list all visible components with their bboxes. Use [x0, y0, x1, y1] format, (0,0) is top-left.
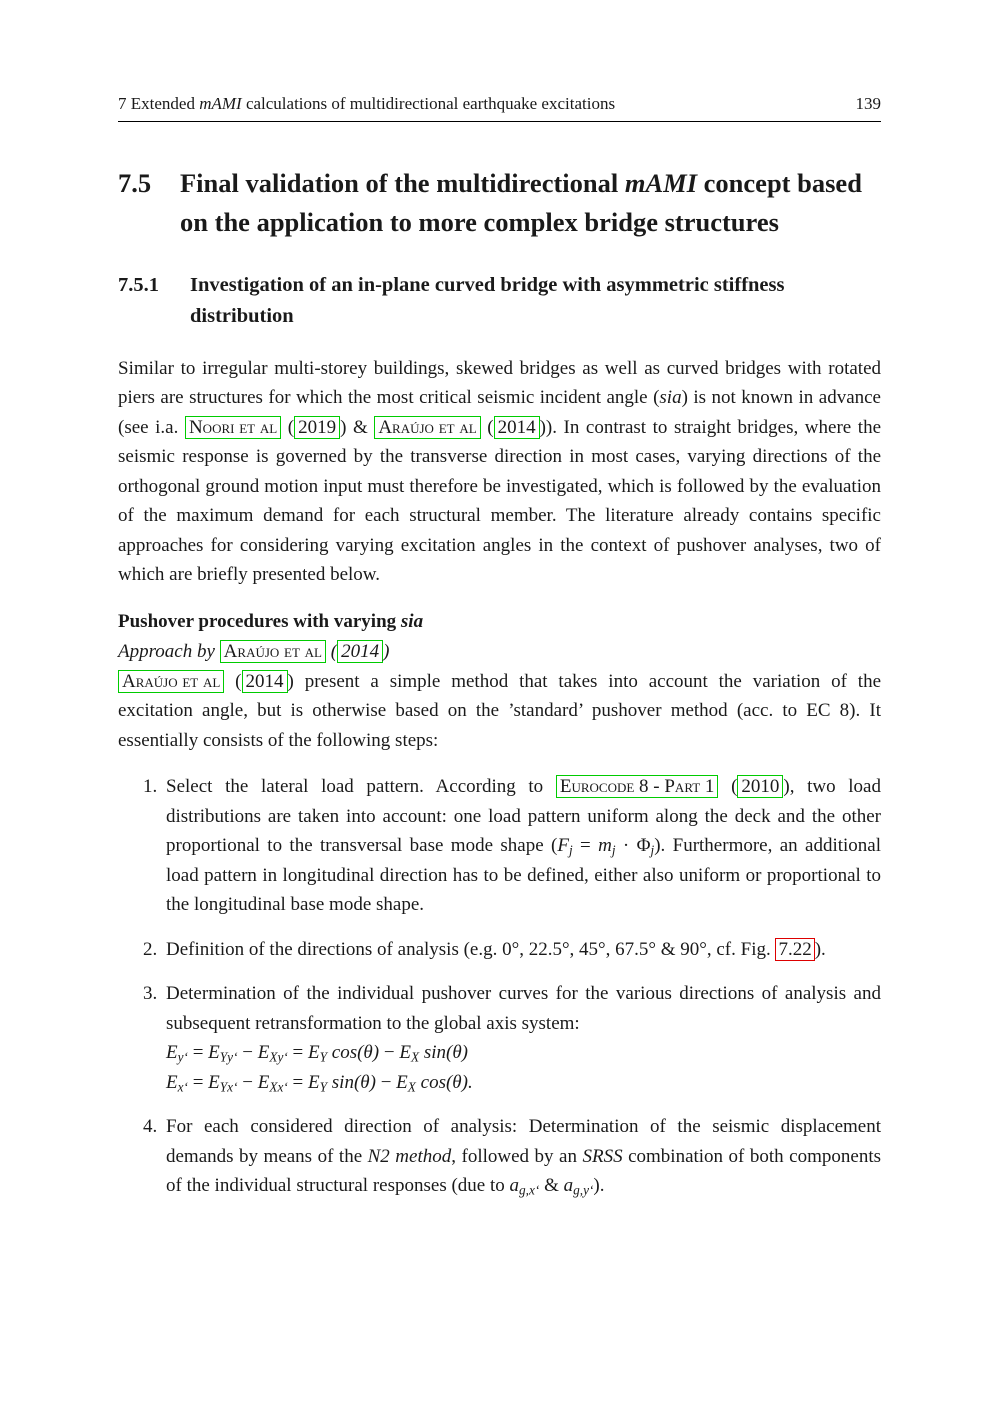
- math-op: =: [572, 835, 599, 857]
- item-number: 4.: [143, 1116, 158, 1138]
- section-title-post: concept based: [697, 168, 862, 199]
- math-op: =: [187, 1071, 209, 1093]
- math-var: a: [509, 1175, 520, 1197]
- citation-eurocode-8-part-1[interactable]: Eurocode 8 - Part 1: [556, 775, 719, 798]
- math-var: E: [166, 1071, 178, 1093]
- text-segment: ) present a simple method that takes into account the variation of the excitation angle, but is otherwise based on the ’standard’ pushover method (acc. to EC 8). It essentially consists of the following steps:: [118, 670, 881, 751]
- n2-method-term: N2 method: [367, 1145, 452, 1167]
- text-segment: Select the lateral load pattern. According to: [166, 776, 556, 798]
- text-segment: ) is not known in advance (see i.a.: [118, 387, 881, 438]
- acceleration-components-formula: [510, 1175, 594, 1196]
- citation-noori-et-al[interactable]: Noori et al: [185, 416, 281, 439]
- section-number: 7.5: [118, 168, 152, 199]
- citation-araujo-et-al[interactable]: Araújo et al: [374, 416, 480, 439]
- math-sub: Xy‘: [269, 1049, 288, 1065]
- load-pattern-formula: [557, 835, 654, 856]
- math-sub: X: [407, 1078, 416, 1094]
- text-segment: ): [383, 641, 390, 663]
- figure-reference-7-22[interactable]: 7.22: [775, 938, 814, 961]
- text-segment: ) &: [340, 416, 375, 438]
- section-title-line2: on the application to more complex bridge structures: [180, 206, 779, 237]
- math-var: F: [557, 835, 569, 857]
- math-func: sin(θ): [419, 1042, 468, 1064]
- list-item-1: [143, 772, 881, 920]
- math-var: a: [563, 1175, 574, 1197]
- citation-year-2014[interactable]: 2014: [494, 416, 540, 439]
- list-item-4: [143, 1112, 881, 1201]
- math-sub: j: [611, 842, 616, 858]
- math-op: −: [379, 1042, 400, 1064]
- math-sub: X: [410, 1049, 420, 1065]
- citation-year-2019[interactable]: 2019: [294, 416, 340, 439]
- math-func: cos(θ): [327, 1042, 380, 1064]
- math-op: −: [237, 1042, 258, 1064]
- chapter-header-suffix: calculations of multidirectional earthquake excitations: [241, 94, 616, 113]
- math-op: =: [287, 1071, 309, 1093]
- text-segment: ).: [814, 938, 826, 960]
- chapter-header-emph: mAMI: [199, 94, 242, 113]
- subsection-heading: [118, 270, 881, 332]
- sia-term: sia: [659, 387, 682, 409]
- method-paragraph: [118, 667, 881, 756]
- item-number: 2.: [143, 938, 158, 960]
- math-var: E: [308, 1042, 320, 1064]
- srss-term: SRSS: [582, 1145, 623, 1167]
- math-op: =: [187, 1042, 209, 1064]
- item-number: 1.: [143, 776, 158, 798]
- subsection-title-line1: Investigation of an in-plane curved bridge with asymmetric stiffness: [190, 274, 785, 297]
- pushover-procedures-heading: [118, 607, 881, 637]
- text-segment: ), two load distributions are taken into account: one load pattern uniform along the deck and the other proportional to the transversal base mode shape (: [166, 776, 881, 857]
- math-op: −: [375, 1071, 397, 1093]
- math-op: ·: [615, 835, 637, 857]
- text-segment: For each considered direction of analysis: Determination of the seismic displacement demands by means of the: [166, 1116, 881, 1167]
- section-title-emph: mAMI: [624, 168, 698, 199]
- math-var: E: [396, 1071, 408, 1093]
- subsection-number: 7.5.1: [118, 274, 159, 297]
- math-op: −: [237, 1071, 258, 1093]
- math-var: E: [208, 1042, 220, 1064]
- math-op: =: [287, 1042, 309, 1064]
- text-segment: (: [718, 776, 738, 798]
- section-heading: [118, 164, 881, 241]
- citation-year-2014[interactable]: 2014: [242, 670, 288, 693]
- running-header-title: [118, 93, 615, 114]
- text-segment: (: [281, 416, 295, 438]
- text-segment: ). Furthermore, an additional load pattern in longitudinal direction has to be defined, either also uniform or proportional to the longitudinal base mode shape.: [166, 835, 881, 916]
- math-sub: g,y‘: [573, 1182, 594, 1198]
- running-header: [118, 93, 881, 122]
- math-var: E: [257, 1071, 270, 1093]
- math-sub: j: [568, 842, 573, 858]
- text-segment: , followed by an: [451, 1145, 583, 1167]
- text-segment: combination of both components of the individual structural responses (due to: [166, 1145, 881, 1197]
- text-segment: (: [224, 670, 242, 692]
- math-func: cos(θ).: [415, 1071, 473, 1093]
- text-segment: ).: [593, 1175, 605, 1197]
- equation-ey: [166, 1038, 881, 1068]
- text-segment: Definition of the directions of analysis (e.g. 0°, 22.5°, 45°, 67.5° & 90°, cf. Fig.: [166, 938, 776, 960]
- math-sub: g,x‘: [519, 1182, 540, 1198]
- math-sub: y‘: [177, 1049, 188, 1065]
- equation-ex: [166, 1068, 881, 1098]
- heading-text: Pushover procedures with varying: [118, 610, 401, 632]
- text-segment: (: [480, 416, 494, 438]
- math-sub: j: [650, 842, 655, 858]
- math-var: E: [399, 1042, 411, 1064]
- math-var: E: [166, 1042, 178, 1064]
- subsection-title-text: [190, 270, 784, 332]
- steps-list: [118, 772, 881, 1201]
- page-number: 139: [855, 94, 881, 113]
- math-sub: x‘: [177, 1078, 188, 1094]
- intro-paragraph: [118, 354, 881, 590]
- math-var: E: [257, 1042, 270, 1064]
- math-sub: Xx‘: [269, 1078, 288, 1094]
- math-func: sin(θ): [327, 1071, 376, 1093]
- section-title-pre: Final validation of the multidirectional: [180, 168, 625, 199]
- section-title-text: [180, 164, 862, 241]
- math-var: m: [598, 835, 612, 857]
- approach-byline: [118, 637, 881, 667]
- item-number: 3.: [143, 983, 158, 1005]
- list-item-2: [143, 935, 881, 965]
- text-segment: )). In contrast to straight bridges, where the seismic response is governed by the transverse direction in most cases, varying directions of the orthogonal ground motion input must therefore be investigated, which is followed by the evaluation of the maximum demand for each structural member. The literature already contains specific approaches for considering varying excitation angles in the context of pushover analyses, two of which are briefly presented below.: [118, 416, 882, 586]
- math-op: &: [539, 1175, 564, 1197]
- math-sub: Y: [319, 1078, 328, 1094]
- citation-year-2014[interactable]: 2014: [337, 640, 383, 663]
- chapter-header-prefix: 7 Extended: [118, 94, 200, 113]
- math-var: Φ: [636, 835, 651, 857]
- math-var: E: [308, 1071, 320, 1093]
- citation-araujo-et-al[interactable]: Araújo et al: [220, 640, 326, 663]
- text-segment: Determination of the individual pushover curves for the various directions of analysis and subsequent retransformation to the global axis system:: [166, 983, 881, 1034]
- math-var: E: [208, 1071, 220, 1093]
- text-segment: Approach by: [118, 641, 220, 663]
- sia-term: sia: [400, 610, 424, 632]
- subsection-title-line2: distribution: [190, 304, 294, 327]
- math-sub: Yx‘: [219, 1078, 238, 1094]
- text-segment: (: [326, 641, 338, 663]
- math-sub: Yy‘: [219, 1049, 238, 1065]
- citation-year-2010[interactable]: 2010: [737, 775, 783, 798]
- text-segment: Similar to irregular multi-storey buildings, skewed bridges as well as curved bridges with rotated piers are structures for which the most critical seismic incident angle (: [118, 357, 881, 409]
- math-sub: Y: [319, 1049, 328, 1065]
- list-item-3: [143, 979, 881, 1097]
- citation-araujo-et-al[interactable]: Araújo et al: [118, 670, 224, 693]
